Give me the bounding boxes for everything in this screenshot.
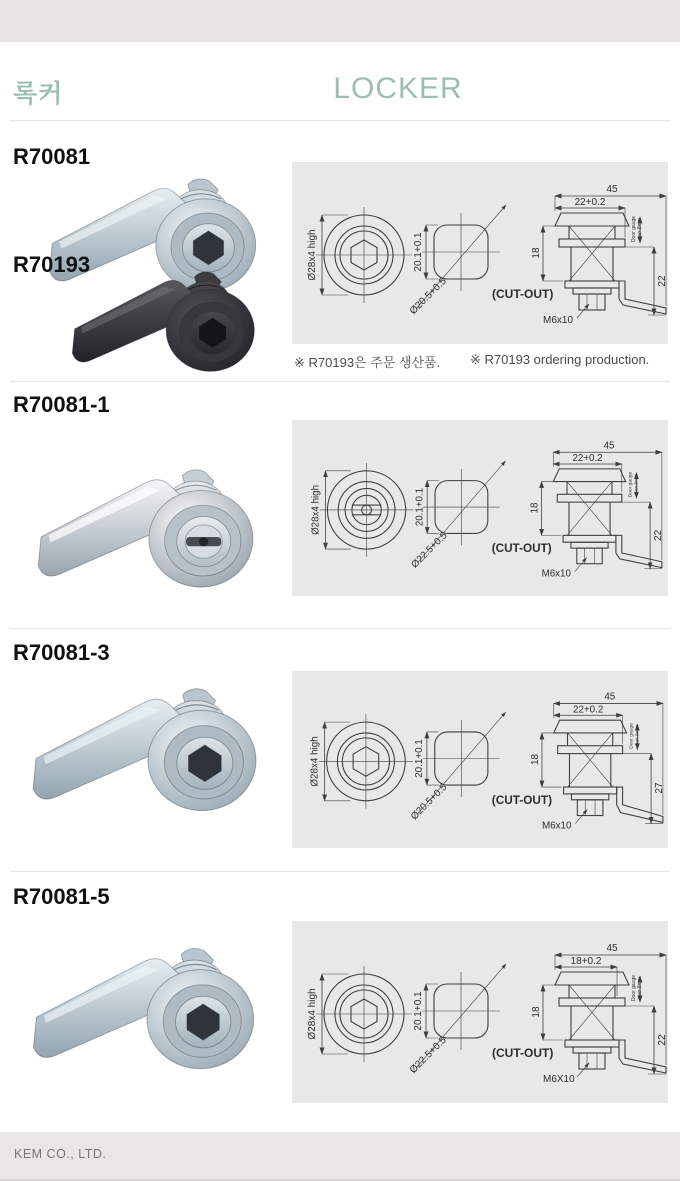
company-name: KEM CO., LTD.	[14, 1147, 107, 1161]
product-title: R70081	[13, 144, 91, 169]
cutout-caption: (CUT-OUT)	[491, 792, 553, 807]
side-view	[531, 943, 668, 1085]
drawing-panel	[292, 162, 668, 344]
front-view	[307, 207, 412, 303]
product-photo-r70081-5	[20, 922, 270, 1084]
cutout-view	[409, 712, 552, 822]
front-view	[311, 463, 414, 557]
product-photo-r70081-3	[20, 662, 272, 826]
product-title: R70081-5	[13, 884, 110, 909]
cutout-dia-label: Ø22.5+0.5	[407, 1034, 449, 1076]
top-color-bar	[0, 0, 680, 42]
technical-drawing-r70081-3	[292, 671, 668, 848]
thread-label: M6x10	[541, 568, 571, 580]
cutout-view	[408, 964, 553, 1076]
technical-drawing-r70081	[292, 162, 668, 344]
cutout-caption: (CUT-OUT)	[491, 542, 552, 555]
side-view	[530, 692, 665, 832]
cutout-caption: (CUT-OUT)	[492, 287, 554, 301]
dim-body-label: 18	[531, 1006, 542, 1018]
dim-width-label: 45	[606, 184, 618, 195]
dim-grip-label: 22+0.2	[574, 197, 606, 208]
door-gauge-label-2: max.8mm	[637, 218, 643, 240]
cutout-dia-label: Ø20.5+0.5	[407, 275, 449, 317]
cutout-view	[409, 461, 551, 570]
dim-width-label: 45	[603, 440, 615, 452]
cutout-height-label: 20.1+0.1	[413, 991, 424, 1031]
front-dia-label: Ø28x4 high	[307, 229, 318, 281]
door-gauge-label-2: max.8mm	[635, 725, 641, 747]
cutout-height-label: 20.1+0.1	[413, 232, 424, 272]
header-divider	[10, 120, 670, 121]
cutout-caption: (CUT-OUT)	[492, 1046, 554, 1060]
door-gauge-label-2: max.8mm	[634, 473, 640, 496]
door-gauge-label-2: max.8mm	[637, 977, 643, 999]
drawing-panel	[292, 921, 668, 1103]
note-korean: ※ R70193은 주문 생산품.	[294, 355, 441, 370]
side-view	[531, 184, 668, 326]
door-gauge-label-1: Door gauge	[631, 974, 637, 1002]
cutout-dia-label: Ø22.5+0.5	[409, 530, 450, 571]
section-divider	[10, 628, 670, 629]
drawing-panel	[292, 420, 668, 596]
front-dia-label: Ø28x4 high	[310, 484, 322, 535]
dim-side-label: 22	[652, 529, 664, 541]
side-view	[530, 440, 664, 579]
cutout-dia-label: Ø20.5+0.5	[408, 781, 450, 823]
thread-label: M6X10	[543, 1074, 575, 1085]
page-title-korean: 록커	[13, 80, 64, 108]
cutout-height-label: 20.1+0.1	[413, 739, 425, 778]
dim-width-label: 45	[606, 943, 618, 954]
cutout-height-label: 20.1+0.1	[414, 487, 426, 527]
footer-bar	[0, 1132, 680, 1181]
note-english: ※ R70193 ordering production.	[470, 352, 650, 367]
dim-width-label: 45	[604, 691, 616, 703]
front-view	[307, 966, 412, 1062]
dim-body-label: 18	[531, 247, 542, 259]
dim-side-label: 22	[657, 1034, 668, 1046]
section-divider	[10, 871, 670, 872]
door-gauge-label-1: Door gauge	[628, 471, 634, 498]
product-photo-r70081-1	[26, 444, 268, 602]
dim-grip-label: 18+0.2	[570, 956, 602, 967]
drawing-panel	[292, 671, 668, 848]
cutout-view	[408, 205, 553, 317]
front-view	[310, 714, 413, 808]
technical-drawing-r70081-5	[292, 921, 668, 1103]
door-gauge-label-1: Door gauge	[631, 215, 637, 243]
front-dia-label: Ø28x4 high	[309, 736, 321, 787]
product-title: R70081-3	[13, 640, 110, 665]
dim-body-label: 18	[530, 754, 542, 765]
page-title-english: LOCKER	[333, 72, 463, 105]
dim-side-label: 27	[653, 782, 665, 794]
front-dia-label: Ø28x4 high	[307, 988, 318, 1040]
product-photo-r70193	[62, 250, 267, 384]
product-title: R70193	[13, 252, 91, 277]
technical-drawing-r70081-1	[292, 420, 668, 596]
dim-grip-label: 22+0.2	[572, 704, 604, 716]
dim-grip-label: 22+0.2	[572, 453, 603, 465]
product-title: R70081-1	[13, 392, 110, 417]
thread-label: M6x10	[543, 315, 574, 326]
dim-side-label: 22	[657, 275, 668, 287]
thread-label: M6x10	[541, 820, 572, 832]
door-gauge-label-1: Door gauge	[629, 723, 635, 749]
dim-body-label: 18	[529, 502, 541, 514]
